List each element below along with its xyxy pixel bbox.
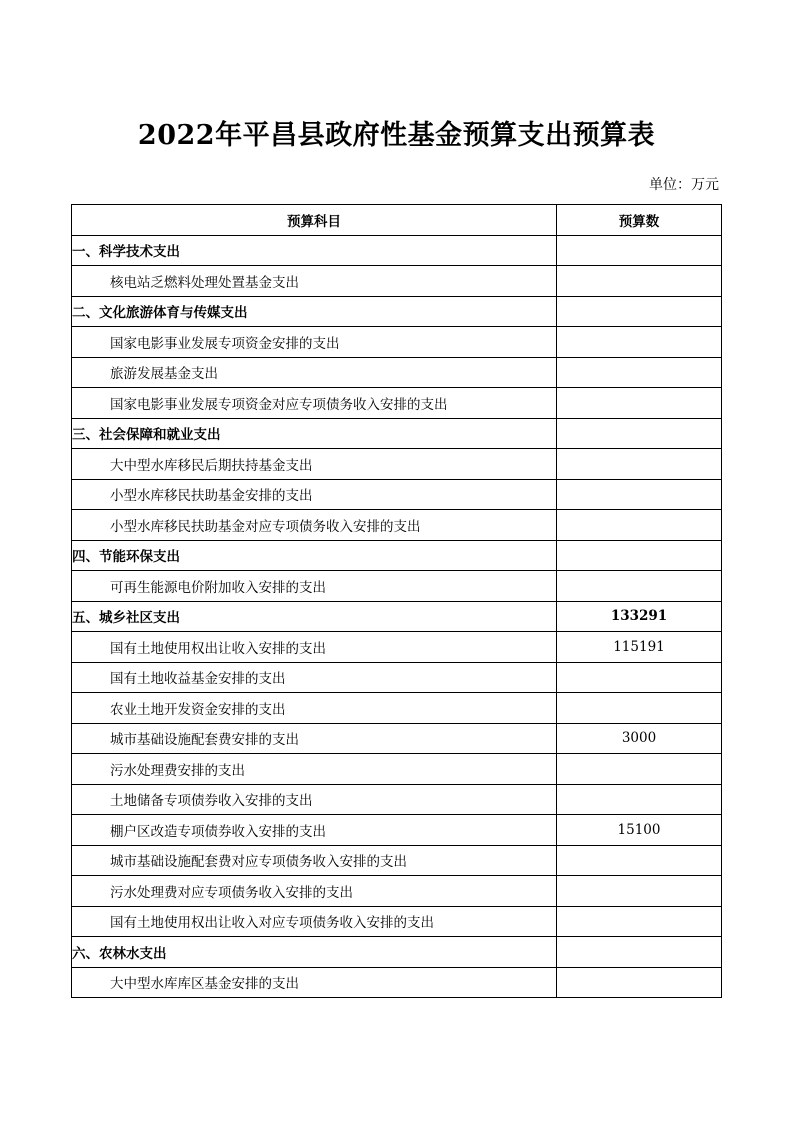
table-row	[72, 876, 722, 907]
table-row	[72, 449, 722, 480]
item-name: 国有土地使用权出让收入安排的支出	[72, 632, 557, 663]
item-name: 旅游发展基金支出	[72, 357, 557, 388]
item-name: 国家电影事业发展专项资金对应专项债务收入安排的支出	[72, 388, 557, 419]
item-name: 棚户区改造专项债券收入安排的支出	[72, 815, 557, 846]
table-row	[72, 967, 722, 998]
item-name: 城市基础设施配套费对应专项债务收入安排的支出	[72, 845, 557, 876]
budget-amount	[557, 906, 722, 937]
category-row	[72, 540, 722, 571]
table-row	[72, 693, 722, 724]
item-name: 城市基础设施配套费安排的支出	[72, 723, 557, 754]
table-row	[72, 906, 722, 937]
budget-amount	[557, 937, 722, 968]
budget-table	[71, 204, 722, 998]
budget-amount	[557, 662, 722, 693]
budget-table-body	[72, 235, 722, 998]
item-name: 国家电影事业发展专项资金安排的支出	[72, 327, 557, 358]
table-row	[72, 845, 722, 876]
budget-amount	[557, 784, 722, 815]
table-row	[72, 388, 722, 419]
budget-amount	[557, 449, 722, 480]
budget-amount	[557, 296, 722, 327]
category-name: 一、科学技术支出	[72, 235, 557, 266]
item-name: 小型水库移民扶助基金对应专项债务收入安排的支出	[72, 510, 557, 541]
budget-amount	[557, 418, 722, 449]
budget-amount: 115191	[557, 632, 722, 663]
table-row	[72, 815, 722, 846]
category-name: 四、节能环保支出	[72, 540, 557, 571]
item-name: 核电站乏燃料处理处置基金支出	[72, 266, 557, 297]
item-name: 国有土地收益基金安排的支出	[72, 662, 557, 693]
item-name: 大中型水库库区基金安排的支出	[72, 967, 557, 998]
item-name: 国有土地使用权出让收入对应专项债务收入安排的支出	[72, 906, 557, 937]
table-row	[72, 510, 722, 541]
budget-amount	[557, 235, 722, 266]
table-row	[72, 327, 722, 358]
table-row	[72, 662, 722, 693]
item-name: 农业土地开发资金安排的支出	[72, 693, 557, 724]
budget-amount	[557, 967, 722, 998]
table-row	[72, 571, 722, 602]
category-row	[72, 937, 722, 968]
table-row	[72, 357, 722, 388]
item-name: 污水处理费安排的支出	[72, 754, 557, 785]
budget-amount	[557, 754, 722, 785]
table-row	[72, 479, 722, 510]
header-amount: 预算数	[557, 205, 722, 236]
budget-amount	[557, 876, 722, 907]
budget-amount	[557, 571, 722, 602]
category-row	[72, 296, 722, 327]
budget-amount	[557, 388, 722, 419]
budget-amount	[557, 693, 722, 724]
table-row	[72, 754, 722, 785]
unit-label: 单位：万元	[649, 177, 719, 193]
category-row	[72, 601, 722, 632]
budget-amount: 15100	[557, 815, 722, 846]
table-row	[72, 632, 722, 663]
budget-amount	[557, 845, 722, 876]
category-name: 五、城乡社区支出	[72, 601, 557, 632]
category-row	[72, 418, 722, 449]
budget-amount	[557, 266, 722, 297]
item-name: 可再生能源电价附加收入安排的支出	[72, 571, 557, 602]
item-name: 污水处理费对应专项债务收入安排的支出	[72, 876, 557, 907]
table-row	[72, 723, 722, 754]
budget-amount	[557, 357, 722, 388]
item-name: 土地储备专项债券收入安排的支出	[72, 784, 557, 815]
table-row	[72, 784, 722, 815]
budget-amount	[557, 327, 722, 358]
budget-amount: 3000	[557, 723, 722, 754]
budget-amount: 133291	[557, 601, 722, 632]
budget-amount	[557, 479, 722, 510]
budget-amount	[557, 540, 722, 571]
table-header-row	[72, 205, 722, 236]
category-name: 二、文化旅游体育与传媒支出	[72, 296, 557, 327]
table-row	[72, 266, 722, 297]
page-title: 2022年平昌县政府性基金预算支出预算表	[137, 120, 656, 151]
category-name: 三、社会保障和就业支出	[72, 418, 557, 449]
category-row	[72, 235, 722, 266]
budget-amount	[557, 510, 722, 541]
item-name: 小型水库移民扶助基金安排的支出	[72, 479, 557, 510]
header-subject: 预算科目	[72, 205, 557, 236]
item-name: 大中型水库移民后期扶持基金支出	[72, 449, 557, 480]
category-name: 六、农林水支出	[72, 937, 557, 968]
